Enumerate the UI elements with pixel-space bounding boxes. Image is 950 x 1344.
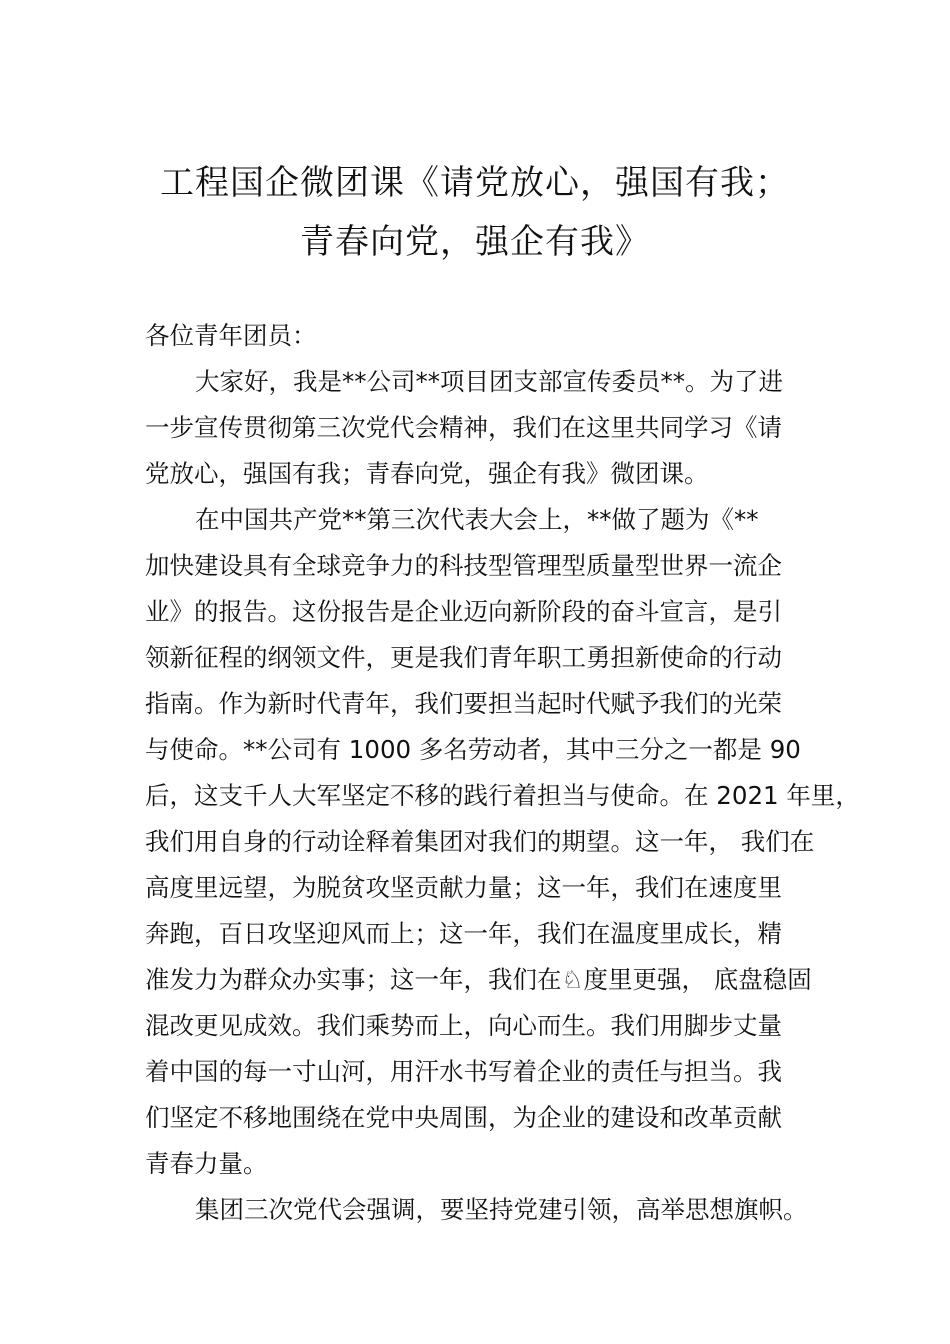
body-line: 加快建设具有全球竞争力的科技型管理型质量型世界一流企 xyxy=(145,551,782,580)
document-body xyxy=(145,313,860,1233)
body-line: 大家好，我是**公司**项目团支部宣传委员**。为了进 xyxy=(195,367,783,396)
body-line: 我们用自身的行动诠释着集团对我们的期望。这一年， 我们在 xyxy=(145,827,815,856)
body-line: 混改更见成效。我们乘势而上，向心而生。我们用脚步丈量 xyxy=(145,1011,782,1040)
body-line: 们坚定不移地围绕在党中央周围，为企业的建设和改革贡献 xyxy=(145,1103,782,1132)
body-line: 后，这支千人大军坚定不移的践行着担当与使命。在 2021 年里， xyxy=(145,781,860,810)
body-line: 在中国共产党**第三次代表大会上，**做了题为《** xyxy=(195,505,759,534)
body-line: 准发力为群众办实事；这一年，我们在♘度里更强， 底盘稳固 xyxy=(145,965,812,994)
body-line: 党放心，强国有我；青春向党，强企有我》微团课。 xyxy=(145,459,709,488)
body-line: 领新征程的纲领文件，更是我们青年职工勇担新使命的行动 xyxy=(145,643,782,672)
body-line: 与使命。**公司有 1000 多名劳动者，其中三分之一都是 90 xyxy=(145,735,801,764)
body-line: 着中国的每一寸山河，用汗水书写着企业的责任与担当。我 xyxy=(145,1057,782,1086)
body-line: 一步宣传贯彻第三次党代会精神，我们在这里共同学习《请 xyxy=(145,413,782,442)
body-line: 青春力量。 xyxy=(145,1149,268,1178)
body-line: 指南。作为新时代青年，我们要担当起时代赋予我们的光荣 xyxy=(145,689,782,718)
salutation: 各位青年团员： xyxy=(145,321,317,350)
body-line: 集团三次党代会强调，要坚持党建引领，高举思想旗帜。 xyxy=(195,1195,808,1224)
document-title-line-1: 工程国企微团课《请党放心，强国有我； xyxy=(160,163,790,203)
document-title-line-2: 青春向党，强企有我》 xyxy=(300,222,650,262)
body-line: 奔跑，百日攻坚迎风而上；这一年，我们在温度里成长，精 xyxy=(145,919,782,948)
body-line: 业》的报告。这份报告是企业迈向新阶段的奋斗宣言，是引 xyxy=(145,597,782,626)
body-line: 高度里远望，为脱贫攻坚贡献力量；这一年，我们在速度里 xyxy=(145,873,782,902)
